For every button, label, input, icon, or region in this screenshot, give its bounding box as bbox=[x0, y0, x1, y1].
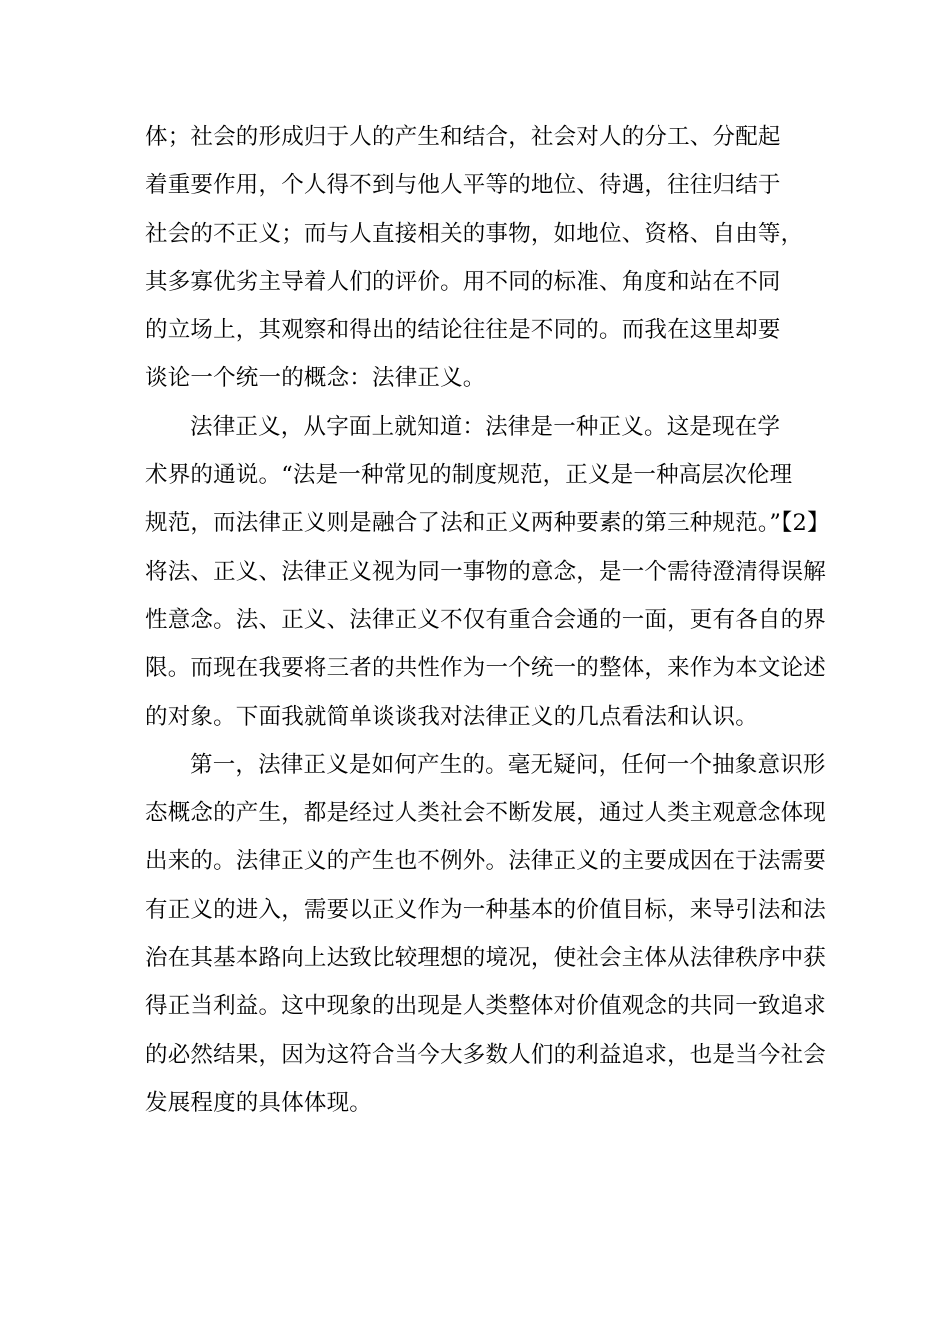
text-line: 的立场上，其观察和得出的结论往往是不同的。而我在这里却要 bbox=[145, 317, 781, 344]
paragraph-1 bbox=[145, 113, 810, 403]
text-line: 态概念的产生，都是经过人类社会不断发展，通过人类主观意念体现 bbox=[145, 800, 827, 827]
text-line: 有正义的进入，需要以正义作为一种基本的价值目标，来导引法和法 bbox=[145, 896, 827, 923]
text-line: 术界的通说。“法是一种常见的制度规范，正义是一种高层次伦理 bbox=[145, 462, 793, 489]
text-line: 着重要作用，个人得不到与他人平等的地位、待遇，往往归结于 bbox=[145, 172, 781, 199]
text-line: 将法、正义、法律正义视为同一事物的意念，是一个需待澄清得误解 bbox=[145, 558, 827, 585]
text-line: 体；社会的形成归于人的产生和结合，社会对人的分工、分配起 bbox=[145, 124, 781, 150]
paragraph-2 bbox=[145, 403, 830, 741]
document-body bbox=[145, 113, 830, 1127]
text-line: 限。而现在我要将三者的共性作为一个统一的整体，来作为本文论述 bbox=[145, 655, 827, 682]
text-line: 规范，而法律正义则是融合了法和正义两种要素的第三种规范。”【2】 bbox=[145, 510, 830, 537]
paragraph-3 bbox=[145, 741, 827, 1127]
text-line: 谈论一个统一的概念：法律正义。 bbox=[145, 365, 486, 392]
text-line: 治在其基本路向上达致比较理想的境况，使社会主体从法律秩序中获 bbox=[145, 945, 827, 972]
text-line: 第一，法律正义是如何产生的。毫无疑问，任何一个抽象意识形 bbox=[190, 751, 826, 778]
text-line: 其多寡优劣主导着人们的评价。用不同的标准、角度和站在不同 bbox=[145, 268, 781, 295]
text-line: 法律正义，从字面上就知道：法律是一种正义。这是现在学 bbox=[190, 413, 781, 440]
text-line: 得正当利益。这中现象的出现是人类整体对价值观念的共同一致追求 bbox=[145, 993, 827, 1020]
text-line: 的对象。下面我就简单谈谈我对法律正义的几点看法和认识。 bbox=[145, 703, 758, 730]
text-line: 发展程度的具体体现。 bbox=[145, 1089, 373, 1116]
text-line: 出来的。法律正义的产生也不例外。法律正义的主要成因在于法需要 bbox=[145, 848, 827, 875]
text-line: 的必然结果，因为这符合当今大多数人们的利益追求，也是当今社会 bbox=[145, 1041, 827, 1068]
text-line: 性意念。法、正义、法律正义不仅有重合会通的一面，更有各自的界 bbox=[145, 606, 827, 633]
text-line: 社会的不正义；而与人直接相关的事物，如地位、资格、自由等， bbox=[145, 220, 804, 247]
